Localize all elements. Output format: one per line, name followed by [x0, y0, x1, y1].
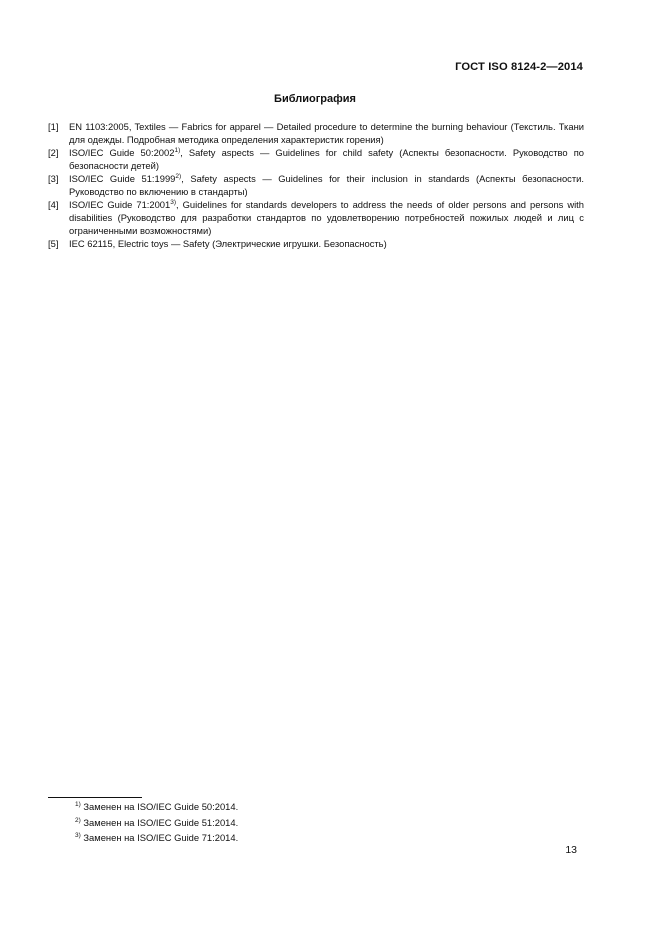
- document-header: ГОСТ ISO 8124-2—2014: [455, 61, 583, 73]
- reference-body: IEC 62115, Electric toys — Safety (Электрические игрушки. Безопасность): [69, 238, 387, 249]
- bibliography-item: [48, 120, 584, 146]
- reference-number: [4]: [48, 199, 59, 210]
- footnote-separator: [48, 797, 142, 798]
- reference-body: , Guidelines for standards developers to address the needs of older persons and persons with disabilities (Руководство для разработки стандартов по удовлетворению потребностей пожилых людей и лиц с ограниченными возможностями): [69, 199, 585, 236]
- reference-body: , Safety aspects — Guidelines for their inclusion in standards (Аспекты безопасности. Руководство по включению в стандарты): [69, 173, 585, 197]
- footnote-list: [75, 799, 238, 846]
- reference-body: , Safety aspects — Guidelines for child safety (Аспекты безопасности. Руководство по безопасности детей): [69, 147, 585, 171]
- footnote-text: Заменен на ISO/IEC Guide 51:2014.: [80, 816, 239, 828]
- reference-number: [1]: [48, 121, 59, 132]
- bibliography-item: [48, 172, 584, 198]
- bibliography-item: [48, 198, 584, 237]
- bibliography-item: [48, 237, 584, 250]
- reference-lead: ISO/IEC Guide 71:2001: [69, 199, 171, 210]
- reference-text: [69, 146, 584, 172]
- footnote-mark: 2): [75, 816, 81, 824]
- reference-body: EN 1103:2005, Textiles — Fabrics for apparel — Detailed procedure to determine the burning behaviour (Текстиль. Ткани для одежды. Подробная методика определения характеристик горения): [69, 121, 584, 145]
- footnote: [75, 830, 238, 846]
- reference-number: [5]: [48, 238, 59, 249]
- page-number: 13: [565, 844, 577, 856]
- footnote-text: Заменен на ISO/IEC Guide 71:2014.: [80, 832, 239, 843]
- footnote-marker: 3): [170, 198, 177, 206]
- reference-text: [69, 172, 584, 198]
- footnote-mark: 3): [75, 831, 81, 839]
- reference-text: [69, 120, 584, 146]
- reference-lead: ISO/IEC Guide 51:1999: [69, 173, 176, 184]
- reference-number: [2]: [48, 147, 59, 158]
- bibliography-title: Библиография: [274, 93, 356, 105]
- footnote: [75, 799, 238, 815]
- reference-text: [69, 198, 584, 237]
- reference-text: [69, 237, 584, 250]
- bibliography-list: [48, 120, 584, 250]
- footnote-marker: 2): [175, 172, 182, 180]
- bibliography-item: [48, 146, 584, 172]
- reference-number: [3]: [48, 173, 59, 184]
- footnote: [75, 815, 238, 831]
- reference-lead: ISO/IEC Guide 50:2002: [69, 147, 175, 158]
- footnote-mark: 1): [75, 800, 81, 808]
- footnote-marker: 1): [174, 146, 181, 154]
- footnote-text: Заменен на ISO/IEC Guide 50:2014.: [80, 801, 239, 812]
